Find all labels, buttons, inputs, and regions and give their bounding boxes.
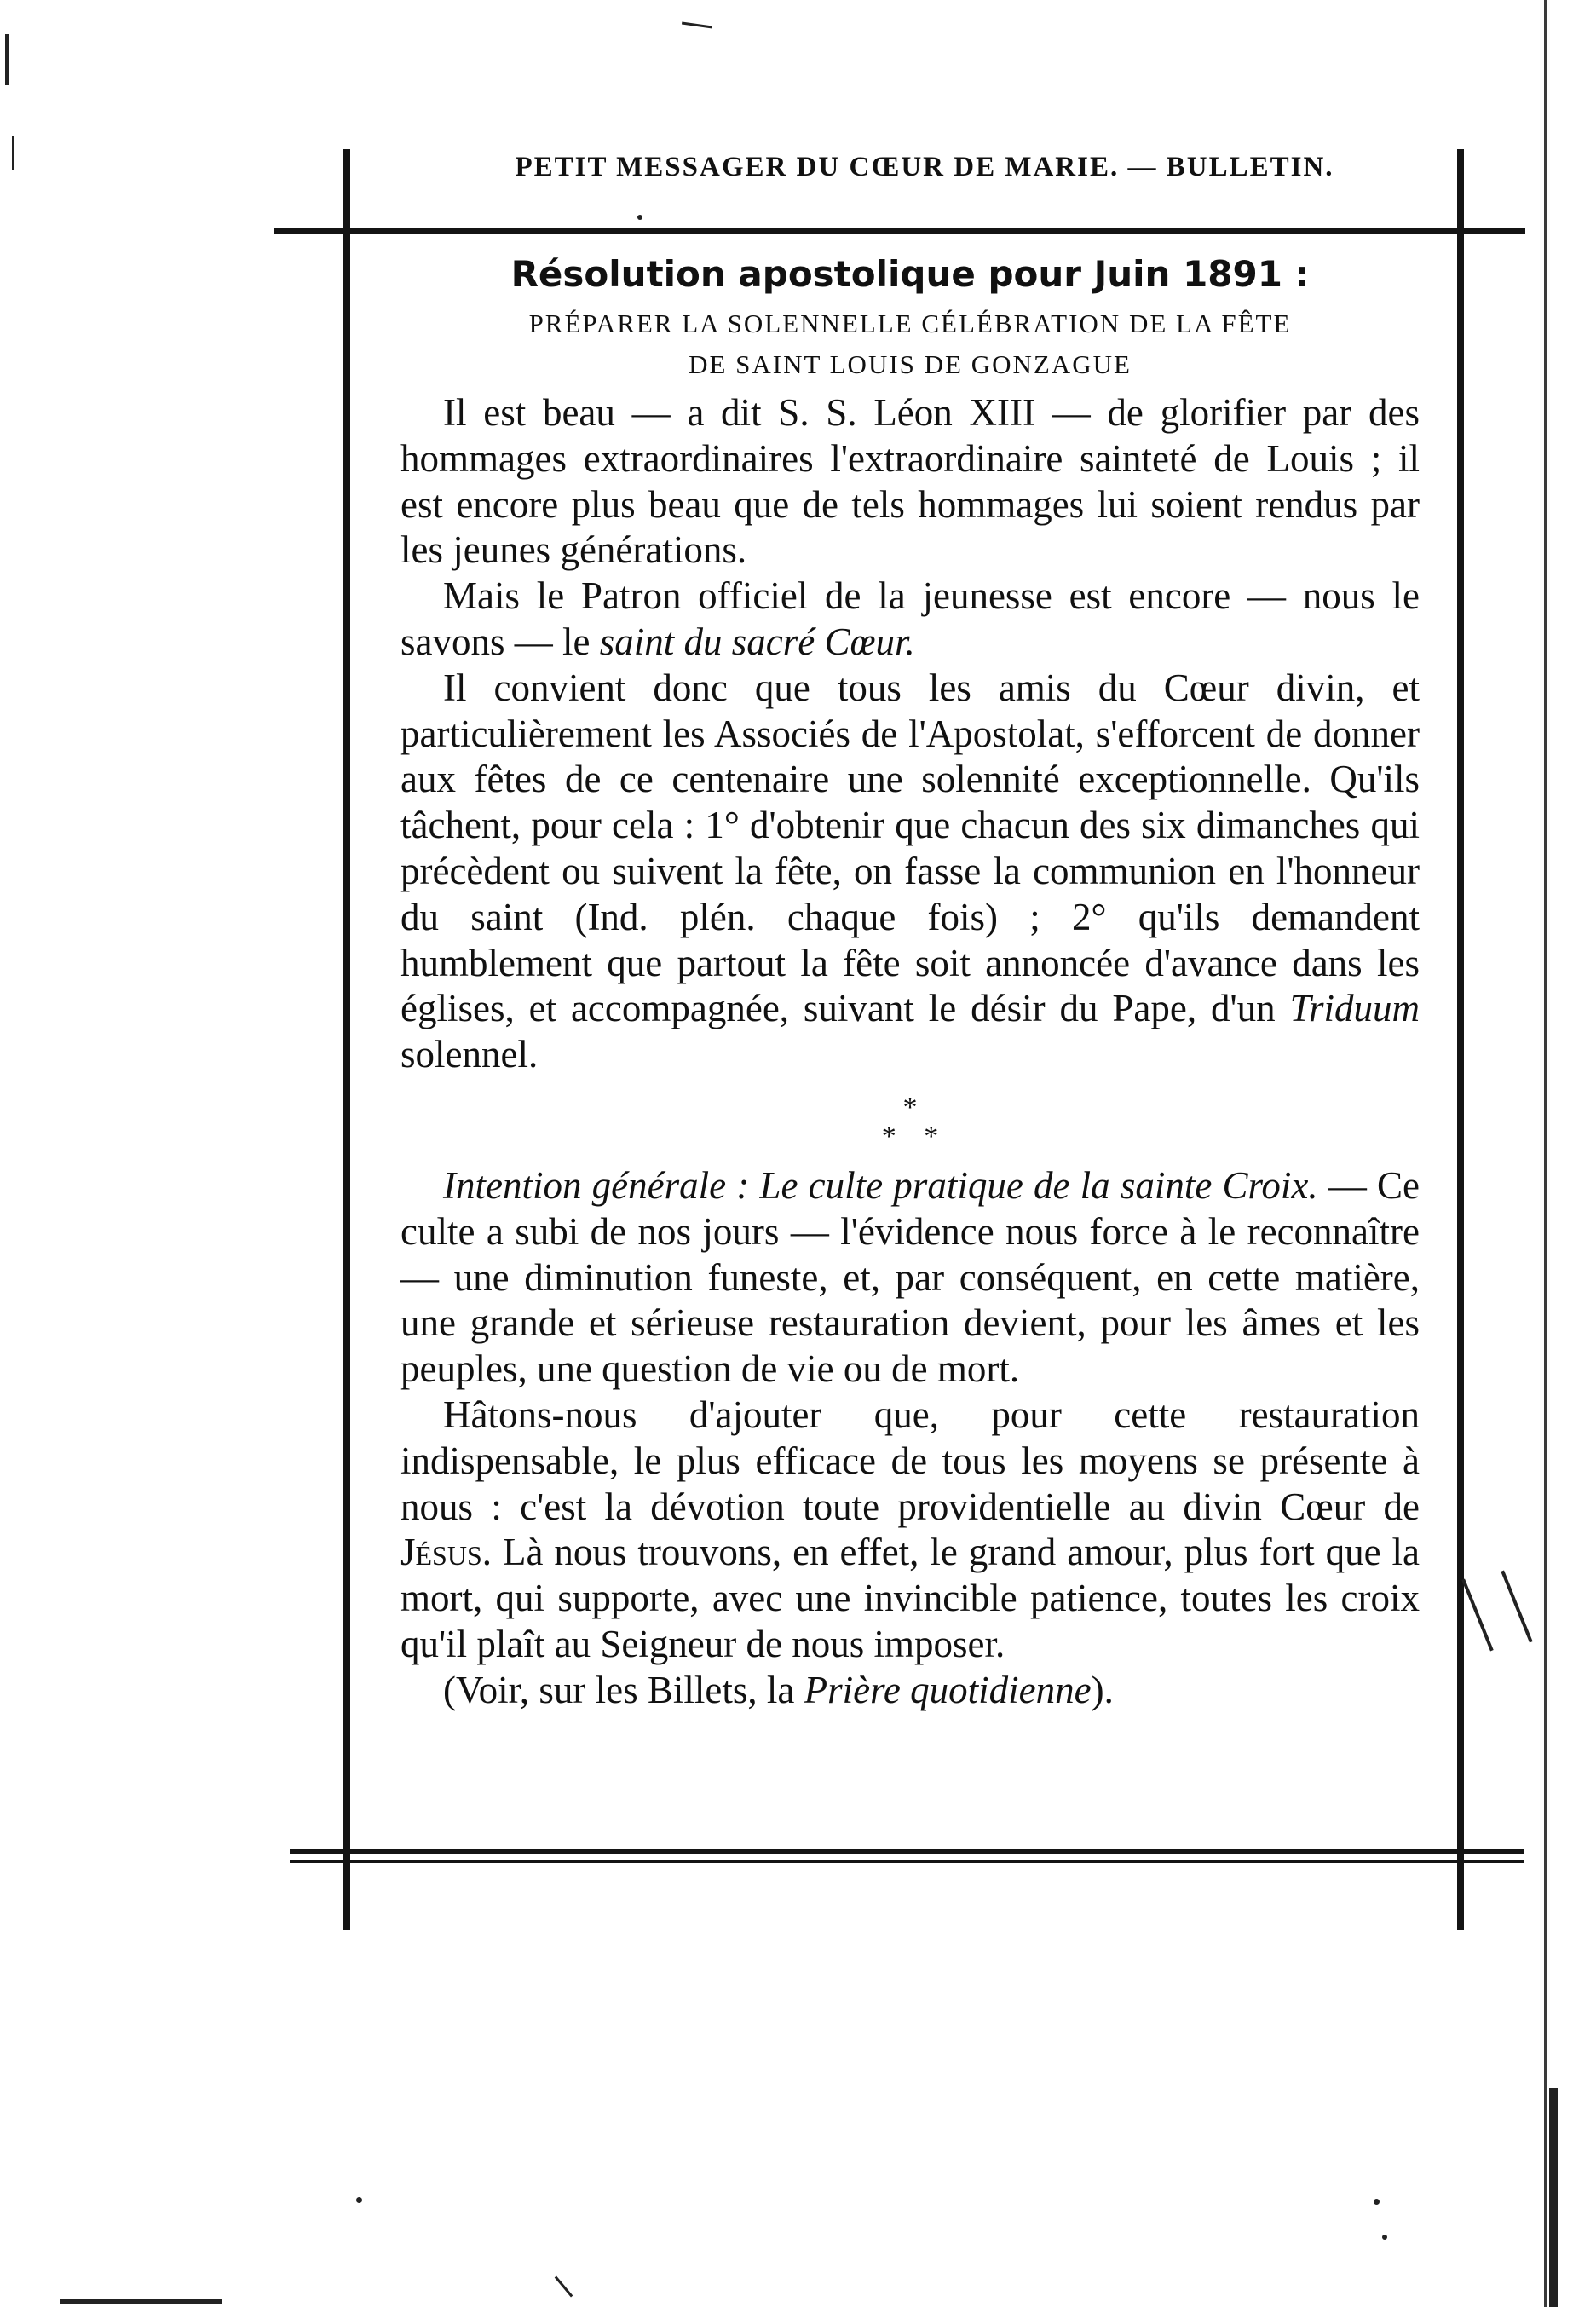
paragraph-leon-xiii: Il est beau — a dit S. S. Léon XIII — de glorifier par des hommages extraordinaires l'extraordinaire sainteté de Louis ; il est encore plus beau que de tels hommages lui soient rendus par les jeunes générations.: [400, 391, 1420, 572]
paragraph-convient-end: solennel.: [400, 1033, 539, 1076]
resolution-title: Résolution apostolique pour Juin 1891 :: [510, 253, 1310, 295]
paragraph-note: [400, 1668, 1420, 1714]
scan-edge-right: [1544, 0, 1547, 2307]
resolution-subtitle-line1: PRÉPARER LA SOLENNELLE CÉLÉBRATION DE LA FÊTE: [528, 309, 1292, 338]
paragraph-hatons-text: Hâtons-nous d'ajouter que, pour cette restauration indispensable, le plus efficace de tous les moyens se présente à nous : c'est la dévotion toute providentielle au divin Cœur de: [400, 1393, 1420, 1528]
scan-speck: [637, 215, 642, 220]
asterism-bottom: * *: [881, 1120, 949, 1152]
note-italic: Prière quotidienne: [804, 1668, 1092, 1711]
paragraph-convient: [400, 666, 1420, 1078]
paragraph-patron-italic: saint du sacré Cœur.: [599, 620, 915, 663]
top-rule: [274, 228, 1525, 234]
note-end: ).: [1091, 1668, 1114, 1711]
paragraph-patron: [400, 574, 1420, 666]
scan-edge-bottom: [60, 2299, 222, 2304]
scan-speck: [356, 2197, 362, 2203]
scan-edge-left: [12, 136, 14, 170]
intention-text: — Ce culte a subi de nos jours — l'évidence nous force à le reconnaître — une diminution funeste, et, par conséquent, en cette matière, une grande et sérieuse restauration devient, pour les âmes et les peuples, une question de vie ou de mort.: [400, 1163, 1420, 1391]
paragraph-convient-text: Il convient donc que tous les amis du Cœur divin, et particulièrement les Associés de l'Apostolat, s'efforcent de donner aux fêtes de ce centenaire une solennité exceptionnelle. Qu'ils tâchent, pour cela : 1° d'obtenir que chacun des six dimanches qui précèdent ou suivent la fête, on fasse la communion en l'honneur du saint (Ind. plén. chaque fois) ; 2° qu'ils demandent humblement que partout la fête soit annoncée d'avance dans les églises, et accompagnée, suivant le désir du Pape, d'un: [400, 666, 1420, 1030]
bulletin-body: [400, 249, 1420, 1714]
scan-mark-right: [1461, 1579, 1493, 1652]
paragraph-intention: [400, 1163, 1420, 1393]
scan-mark-top: [682, 22, 712, 29]
asterism-top: *: [902, 1091, 918, 1123]
scan-edge-right-heavy: [1549, 2088, 1558, 2307]
note-text: (Voir, sur les Billets, la: [443, 1668, 804, 1711]
scan-speck: [1374, 2199, 1380, 2205]
resolution-subtitle-line2: DE SAINT LOUIS DE GONZAGUE: [689, 349, 1132, 379]
bottom-rule-lower: [290, 1860, 1524, 1863]
scan-mark-right: [1501, 1571, 1532, 1643]
bottom-rule-upper: [290, 1849, 1524, 1854]
asterism: [400, 1093, 1420, 1151]
scan-speck: [1382, 2235, 1387, 2240]
left-border: [343, 149, 350, 1930]
running-head: PETIT MESSAGER DU CŒUR DE MARIE. — BULLETIN.: [515, 152, 1334, 182]
paragraph-patron-text: Mais le Patron officiel de la jeunesse est encore — nous le savons — le: [400, 574, 1420, 663]
scan-mark-bottom: [555, 2276, 573, 2298]
right-border: [1457, 149, 1464, 1930]
paragraph-hatons-jesus: Jésus: [400, 1531, 482, 1574]
intention-label: Intention générale : Le culte pratique de la sainte Croix.: [443, 1163, 1318, 1207]
paragraph-hatons: [400, 1393, 1420, 1668]
resolution-subtitle: [400, 303, 1420, 385]
paragraph-convient-italic: Triduum: [1289, 987, 1420, 1030]
scan-edge-left: [5, 34, 9, 85]
paragraph-hatons-end: . Là nous trouvons, en effet, le grand amour, plus fort que la mort, qui supporte, avec une invincible patience, toutes les croix qu'il plaît au Seigneur de nous imposer.: [400, 1531, 1420, 1665]
